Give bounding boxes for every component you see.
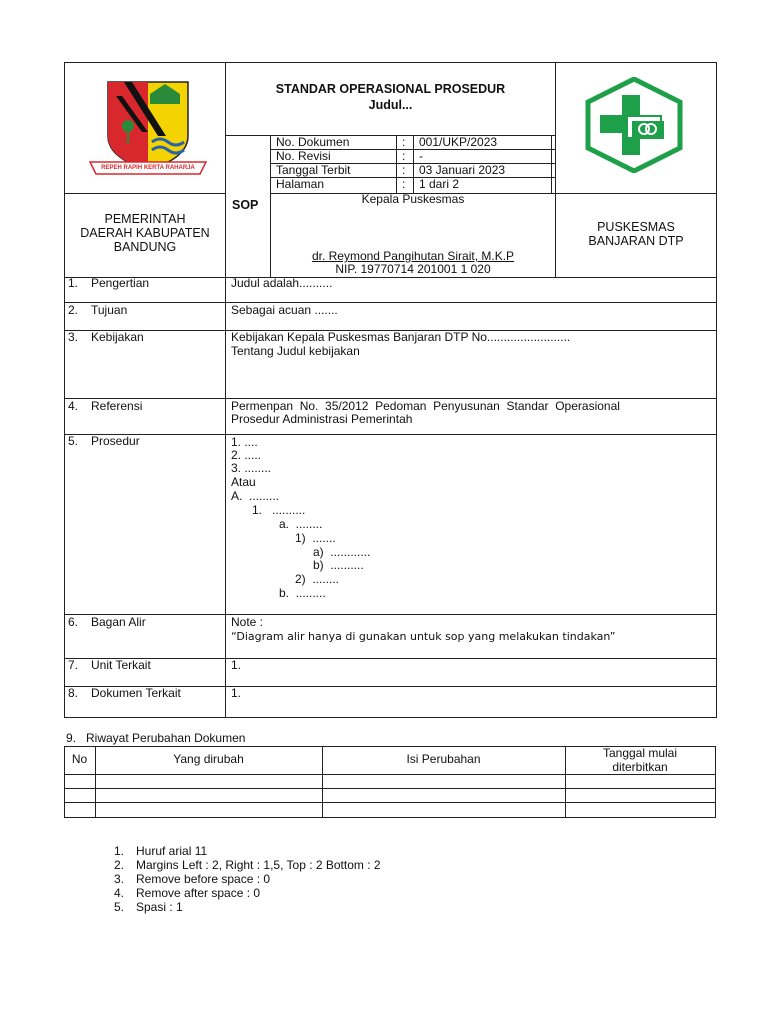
note-text: Remove before space : 0 (136, 872, 271, 886)
note-item: 3. (114, 872, 125, 886)
right-org-name: PUSKESMAS BANJARAN DTP (588, 220, 684, 248)
note-text: Remove after space : 0 (136, 886, 261, 900)
note-item: 2. (114, 858, 125, 872)
document-title: Judul... (368, 98, 413, 112)
col-tanggal: Tanggal mulai diterbitkan (602, 746, 678, 774)
note-item: 5. (114, 900, 125, 914)
signer-nip: NIP. 19770714 201001 1 020 (335, 262, 491, 276)
note-text: Huruf arial 11 (136, 844, 208, 858)
history-title: 9. Riwayat Perubahan Dokumen (66, 731, 246, 745)
signer-name: dr. Reymond Pangihutan Sirait, M.K.P (311, 249, 515, 263)
sop-label: SOP (232, 198, 259, 212)
col-no: No (71, 752, 88, 766)
note-item: 1. (114, 844, 125, 858)
document-type: STANDAR OPERASIONAL PROSEDUR (275, 82, 506, 96)
left-org-name: PEMERINTAH DAERAH KABUPATEN BANDUNG (80, 212, 210, 254)
note-text: Margins Left : 2, Right : 1,5, Top : 2 Bottom : 2 (136, 858, 381, 872)
note-item: 4. (114, 886, 125, 900)
logo-motto: REPEH RAPIH KERTA RAHARJA (101, 165, 195, 171)
col-yang-dirubah: Yang dirubah (173, 752, 244, 766)
signer-title: Kepala Puskesmas (361, 192, 465, 206)
puskesmas-logo (584, 77, 684, 173)
kabupaten-bandung-logo (88, 76, 208, 180)
note-text: Spasi : 1 (136, 900, 183, 914)
col-isi-perubahan: Isi Perubahan (406, 752, 481, 766)
